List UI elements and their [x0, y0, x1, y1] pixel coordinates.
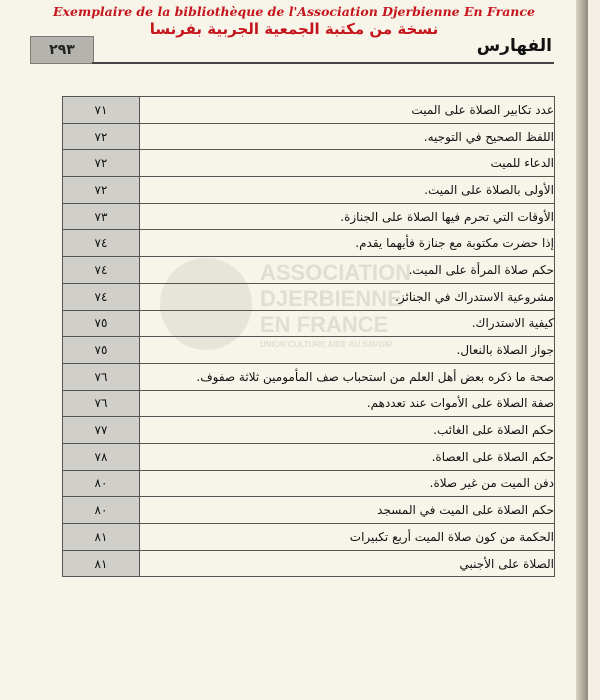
- section-title: الفهارس: [476, 36, 552, 56]
- index-entry-text: إذا حضرت مكتوبة مع جنازة فأيهما يقدم.: [140, 230, 555, 257]
- index-entry-text: اللفظ الصحيح في التوجيه.: [140, 123, 555, 150]
- index-row: [63, 97, 555, 124]
- library-banner-french: Exemplaire de la bibliothèque de l'Association Djerbienne En France: [53, 4, 535, 19]
- index-entry-page: ٧٤: [63, 257, 140, 284]
- index-table-body: [63, 97, 555, 577]
- index-row: [63, 390, 555, 417]
- index-row: [63, 363, 555, 390]
- index-entry-page: ٧٦: [63, 390, 140, 417]
- index-row: [63, 443, 555, 470]
- index-entry-page: ٧٢: [63, 150, 140, 177]
- index-row: [63, 257, 555, 284]
- page-number: ٢٩٣: [30, 36, 94, 64]
- index-entry-page: ٧٥: [63, 310, 140, 337]
- library-banner-arabic: نسخة من مكتبة الجمعية الجربية بفرنسا: [149, 20, 439, 38]
- index-row: [63, 123, 555, 150]
- index-row: [63, 417, 555, 444]
- book-edge: [576, 0, 588, 700]
- index-row: [63, 470, 555, 497]
- index-row: [63, 177, 555, 204]
- index-entry-page: ٧٨: [63, 443, 140, 470]
- index-entry-text: الأولى بالصلاة على الميت.: [140, 177, 555, 204]
- index-entry-text: عدد تكابير الصلاة على الميت: [140, 97, 555, 124]
- index-entry-text: صفة الصلاة على الأموات عند تعددهم.: [140, 390, 555, 417]
- index-entry-text: الحكمة من كون صلاة الميت أربع تكبيرات: [140, 524, 555, 551]
- header-rule: [92, 62, 554, 64]
- index-entry-page: ٧٤: [63, 230, 140, 257]
- index-row: [63, 337, 555, 364]
- index-entry-text: دفن الميت من غير صلاة.: [140, 470, 555, 497]
- index-entry-text: حكم الصلاة على العصاة.: [140, 443, 555, 470]
- index-entry-text: صحة ما ذكره بعض أهل العلم من استحباب صف المأمومين ثلاثة صفوف.: [140, 363, 555, 390]
- index-entry-page: ٨١: [63, 550, 140, 577]
- index-entry-page: ٧٥: [63, 337, 140, 364]
- index-entry-page: ٨٠: [63, 470, 140, 497]
- index-entry-page: ٧٧: [63, 417, 140, 444]
- index-row: [63, 150, 555, 177]
- watermark-line-1: ASSOCIATION: [260, 260, 412, 285]
- index-entry-page: ٨١: [63, 524, 140, 551]
- index-entry-text: الأوقات التي تحرم فيها الصلاة على الجنازة.: [140, 203, 555, 230]
- index-entry-text: حكم الصلاة على الميت في المسجد: [140, 497, 555, 524]
- index-entry-text: حكم الصلاة على الغائب.: [140, 417, 555, 444]
- index-row: [63, 283, 555, 310]
- watermark-tagline: UNION CULTURE AIDE AU SAVOIR: [260, 340, 393, 349]
- index-entry-text: الدعاء للميت: [140, 150, 555, 177]
- index-entry-text: الصلاة على الأجنبي: [140, 550, 555, 577]
- index-row: [63, 230, 555, 257]
- index-row: [63, 550, 555, 577]
- index-row: [63, 524, 555, 551]
- index-entry-page: ٧٢: [63, 123, 140, 150]
- index-entry-text: مشروعية الاستدراك في الجنائز.: [140, 283, 555, 310]
- index-entry-text: جواز الصلاة بالنعال.: [140, 337, 555, 364]
- index-entry-page: ٧١: [63, 97, 140, 124]
- index-entry-page: ٧٢: [63, 177, 140, 204]
- watermark-line-2: DJERBIENNE: [260, 286, 402, 311]
- watermark-line-3: EN FRANCE: [260, 312, 389, 337]
- index-row: [63, 497, 555, 524]
- index-entry-page: ٧٤: [63, 283, 140, 310]
- index-row: [63, 310, 555, 337]
- index-entry-page: ٨٠: [63, 497, 140, 524]
- index-entry-page: ٧٦: [63, 363, 140, 390]
- index-entry-text: حكم صلاة المرأة على الميت.: [140, 257, 555, 284]
- index-table: [62, 96, 555, 577]
- index-row: [63, 203, 555, 230]
- index-entry-page: ٧٣: [63, 203, 140, 230]
- index-entry-text: كيفية الاستدراك.: [140, 310, 555, 337]
